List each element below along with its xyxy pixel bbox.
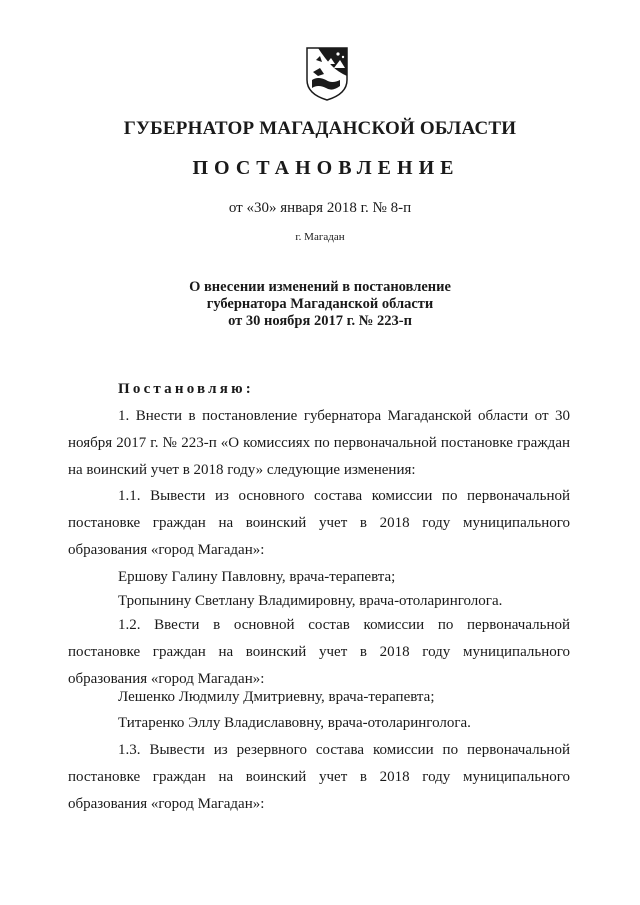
decree-subject [0, 279, 640, 330]
body-paragraph-1-3 [68, 737, 570, 818]
body-list-item [68, 588, 570, 615]
preamble-heading: Постановляю: [118, 381, 254, 397]
subject-line: от 30 ноября 2017 г. № 223-п [228, 313, 412, 329]
paragraph-text: Ершову Галину Павловну, врача-терапевта; [118, 569, 396, 585]
subject-line: О внесении изменений в постановление [189, 279, 451, 295]
subject-line: губернатора Магаданской области [206, 296, 434, 312]
decree-city: г. Магадан [295, 231, 345, 243]
body-list-item [68, 710, 570, 737]
paragraph-text: 1.3. Вывести из резервного состава комиссии по первоначальной постановке граждан на воинский учет в 2018 году муниципального образования «город Магадан»: [68, 742, 570, 812]
decree-date-number: от «30» января 2018 г. № 8-п [228, 200, 412, 216]
paragraph-text: Тропынину Светлану Владимировну, врача-отоларинголога. [118, 593, 503, 609]
paragraph-text: 1.1. Вывести из основного состава комиссии по первоначальной постановке граждан на воинский учет в 2018 году муниципального образования «город Магадан»: [68, 488, 570, 558]
body-paragraph-1 [68, 403, 570, 484]
document-type-title: ПОСТАНОВЛЕНИЕ [192, 157, 460, 179]
body-list-item [68, 564, 570, 591]
paragraph-text: 1.2. Ввести в основной состав комиссии по первоначальной постановке граждан на воинский учет в 2018 году муниципального образования «город Магадан»: [68, 617, 570, 687]
authority-title: ГУБЕРНАТОР МАГАДАНСКОЙ ОБЛАСТИ [123, 118, 517, 139]
paragraph-text: Лешенко Людмилу Дмитриевну, врача-терапевта; [118, 689, 435, 705]
body-paragraph-1-1 [68, 483, 570, 564]
paragraph-text: 1. Внести в постановление губернатора Магаданской области от 30 ноября 2017 г. № 223-п «О комиссиях по первоначальной постановке граждан на воинский учет в 2018 году» следующие изменения: [68, 408, 570, 478]
coat-of-arms-icon [304, 46, 350, 102]
body-list-item [68, 684, 570, 711]
paragraph-text: Титаренко Эллу Владиславовну, врача-отоларинголога. [118, 715, 471, 731]
body-paragraph-1-2 [68, 612, 570, 693]
